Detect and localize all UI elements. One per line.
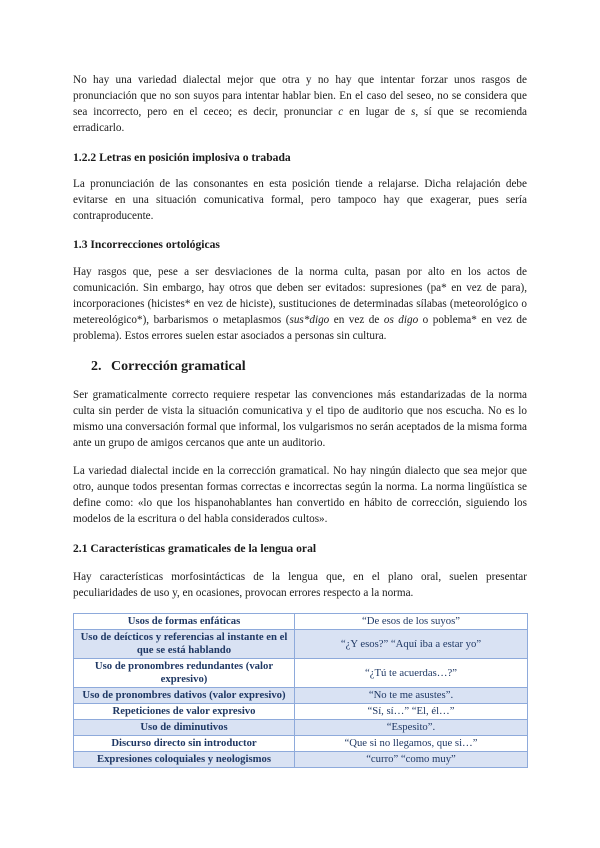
heading-1-3: 1.3 Incorrecciones ortológicas	[73, 238, 220, 251]
example-cell: “De esos de los suyos”	[295, 614, 528, 630]
table-row	[74, 720, 528, 736]
paragraph-correccion-2: La variedad dialectal incide en la corrección gramatical. No hay ningún dialecto que sea mejor que otro, aunque todos presentan formas correctas e incorrectas según la norma. La norma lingüística se define como: «lo que los hispanohablantes han convertido en hábito de corrección, siguiendo los modelos de la escritura o del habla considerados cultos».	[73, 465, 527, 525]
table-row	[74, 704, 528, 720]
example-cell: “¿Tú te acuerdas…?”	[295, 659, 528, 688]
heading-2	[91, 358, 527, 376]
text-run: o poblema* en vez de problema). Estos errores suelen estar asociados a personas sin cultura.	[73, 314, 527, 342]
feature-cell: Uso de deícticos y referencias al instante en el que se está hablando	[74, 630, 295, 659]
paragraph-correccion-1: Ser gramaticalmente correcto requiere respetar las convenciones más estandarizadas de la norma culta sin perder de vista la situación comunicativa y el tipo de auditorio que nos escucha. No es lo mismo una conversación formal que informal, los vulgarismos no serán aceptados de la misma forma ante un grupo de amigos cercanos que ante un auditorio.	[73, 389, 527, 449]
italic-letter-c: c	[338, 106, 344, 118]
example-cell: “¿Y esos?” “Aquí iba a estar yo”	[295, 630, 528, 659]
text-run: en vez de	[329, 314, 384, 326]
paragraph-seseo	[73, 72, 527, 136]
italic-example: os digo	[383, 314, 419, 326]
grammar-features-table	[73, 613, 528, 768]
table-row	[74, 752, 528, 768]
table-row	[74, 688, 528, 704]
feature-cell: Expresiones coloquiales y neologismos	[74, 752, 295, 768]
table-row	[74, 659, 528, 688]
text-run: No hay una variedad dialectal mejor que otra y no hay que intentar forzar unos rasgos de pronunciación que no son suyos para intentar hablar bien. En el caso del seseo, no se considera que sea incorrecto, pero en el ceceo; es decir, pronunciar	[73, 74, 527, 118]
example-cell: “Sí, sí…” “El, él…”	[295, 704, 528, 720]
feature-cell: Uso de pronombres dativos (valor expresivo)	[74, 688, 295, 704]
feature-cell: Uso de pronombres redundantes (valor expresivo)	[74, 659, 295, 688]
heading-1-2-2: 1.2.2 Letras en posición implosiva o trabada	[73, 151, 291, 164]
heading-number: 2.	[91, 359, 102, 374]
italic-example: sus*digo	[289, 314, 330, 326]
paragraph-implosiva: La pronunciación de las consonantes en esta posición tiende a relajarse. Dicha relajación debe evitarse en una situación comunicativa formal, pero tampoco hay que exagerar, pues sería contraproducente.	[73, 178, 527, 222]
feature-cell: Repeticiones de valor expresivo	[74, 704, 295, 720]
example-cell: “curro” “como muy”	[295, 752, 528, 768]
italic-letter-s: s	[411, 106, 416, 118]
paragraph-caracteristicas: Hay características morfosintácticas de la lengua que, en el plano oral, suelen presentar peculiaridades de uso y, en ocasiones, provocan errores respecto a la norma.	[73, 571, 527, 599]
example-cell: “No te me asustes”.	[295, 688, 528, 704]
heading-title: Corrección gramatical	[111, 359, 246, 374]
table-row	[74, 736, 528, 752]
table-row	[74, 630, 528, 659]
feature-cell: Discurso directo sin introductor	[74, 736, 295, 752]
heading-2-1: 2.1 Características gramaticales de la lengua oral	[73, 542, 317, 555]
text-run: en lugar de	[343, 106, 412, 118]
example-cell: “Espesito”.	[295, 720, 528, 736]
text-run: Hay rasgos que, pese a ser desviaciones de la norma culta, pasan por alto en los actos de comunicación. Sin embargo, hay otros que deben ser evitados: supresiones (pa* en vez de para), incorporaciones (hicistes* en vez de hiciste), sustituciones de determinadas sílabas (meteorológico o metereológico*), barbarismos o metaplasmos (	[73, 266, 527, 326]
text-run: , sí que se recomienda erradicarlo.	[73, 106, 527, 134]
example-cell: “Que si no llegamos, que si…”	[295, 736, 528, 752]
table-row	[74, 614, 528, 630]
feature-cell: Usos de formas enfáticas	[74, 614, 295, 630]
feature-cell: Uso de diminutivos	[74, 720, 295, 736]
paragraph-incorrecciones	[73, 264, 527, 344]
